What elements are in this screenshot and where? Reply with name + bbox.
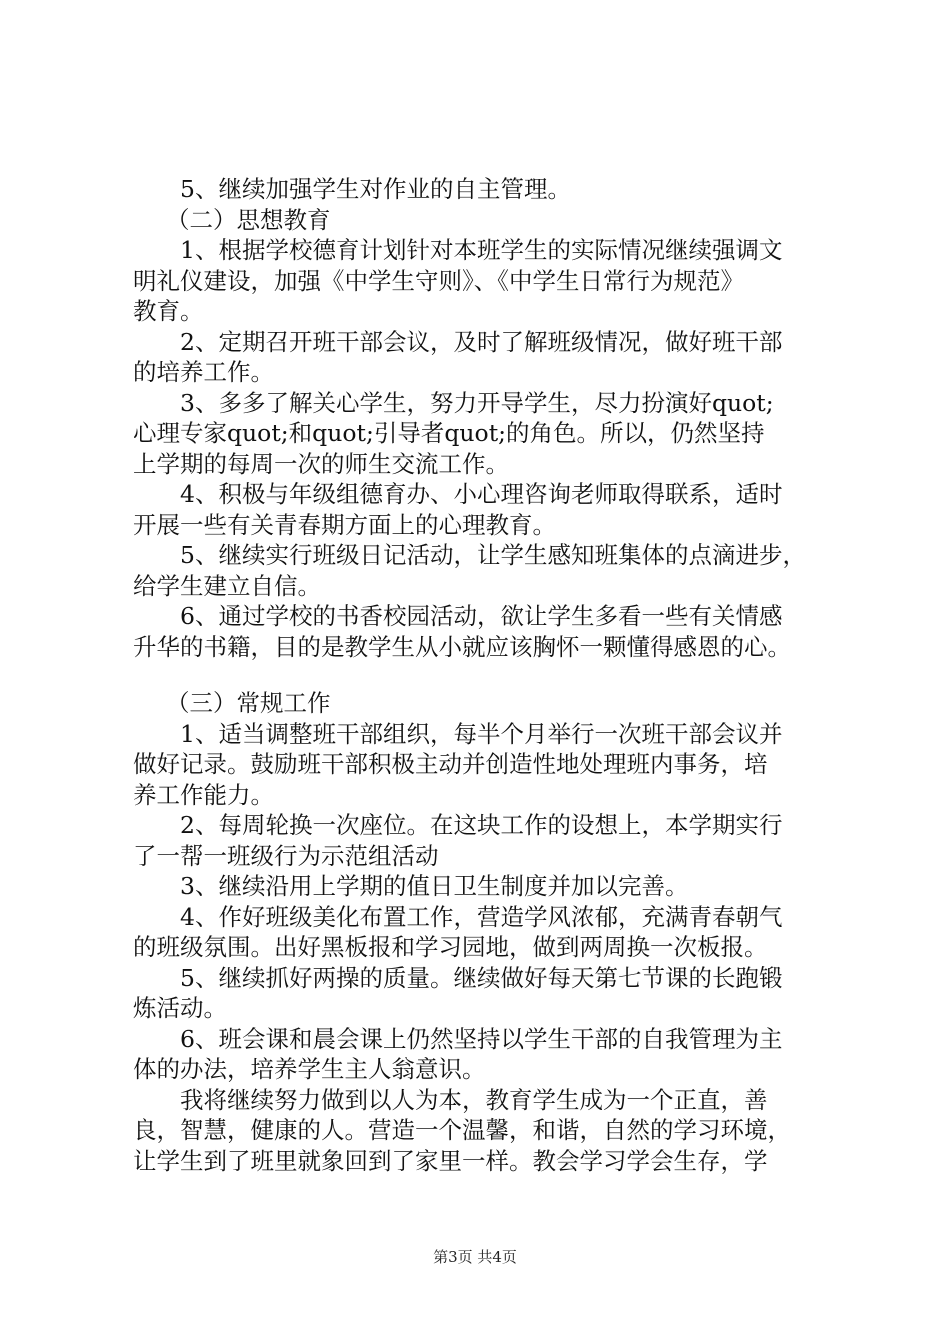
paragraph-line: 的班级氛围。出好黑板报和学习园地，做到两周换一次板报。	[133, 933, 768, 961]
paragraph-line: 心理专家quot;和quot;引导者quot;的角色。所以，仍然坚持	[133, 419, 765, 447]
paragraph-line: 上学期的每周一次的师生交流工作。	[133, 449, 509, 478]
paragraph-line: 的培养工作。	[133, 358, 274, 386]
paragraph-line: 4、积极与年级组德育办、小心理咨询老师取得联系，适时	[180, 480, 783, 508]
paragraph-line: 给学生建立自信。	[133, 571, 321, 600]
paragraph-line: 5、继续加强学生对作业的自主管理。	[180, 175, 571, 203]
document-body	[133, 174, 833, 1176]
paragraph-line: 3、继续沿用上学期的值日卫生制度并加以完善。	[180, 872, 689, 900]
paragraph-line: 开展一些有关青春期方面上的心理教育。	[133, 510, 556, 539]
paragraph-line: 做好记录。鼓励班干部积极主动并创造性地处理班内事务，培	[133, 750, 768, 778]
paragraph-gap	[133, 662, 833, 688]
page-number: 第3页 共4页	[433, 1248, 517, 1266]
paragraph-line: 3、多多了解关心学生，努力开导学生，尽力扮演好quot;	[180, 388, 774, 417]
paragraph-line: 5、继续抓好两操的质量。继续做好每天第七节课的长跑锻	[180, 963, 783, 992]
paragraph-line: 炼活动。	[133, 994, 227, 1022]
paragraph-line: 2、每周轮换一次座位。在这块工作的设想上，本学期实行	[180, 811, 783, 839]
paragraph-line: 2、定期召开班干部会议，及时了解班级情况，做好班干部	[180, 327, 783, 356]
paragraph-line: 1、根据学校德育计划针对本班学生的实际情况继续强调文	[180, 236, 783, 264]
paragraph-line: 5、继续实行班级日记活动，让学生感知班集体的点滴进步，	[180, 541, 806, 569]
paragraph-line: 升华的书籍，目的是教学生从小就应该胸怀一颗懂得感恩的心。	[133, 632, 791, 661]
paragraph-line: 了一帮一班级行为示范组活动	[133, 841, 439, 870]
paragraph-line: 1、适当调整班干部组织，每半个月举行一次班干部会议并	[180, 719, 783, 748]
paragraph-line: 体的办法，培养学生主人翁意识。	[133, 1055, 486, 1083]
paragraph-line: 让学生到了班里就象回到了家里一样。教会学习学会生存，学	[133, 1146, 768, 1175]
paragraph-line: 明礼仪建设，加强《中学生守则》、《中学生日常行为规范》	[133, 266, 744, 295]
section-heading: （二）思想教育	[166, 205, 331, 234]
paragraph-line: 养工作能力。	[133, 780, 274, 809]
paragraph-line: 4、作好班级美化布置工作，营造学风浓郁，充满青春朝气	[180, 902, 783, 931]
paragraph-line: 6、班会课和晨会课上仍然坚持以学生干部的自我管理为主	[180, 1024, 783, 1053]
section-heading: （三）常规工作	[166, 689, 331, 717]
paragraph-line: 教育。	[133, 297, 204, 325]
paragraph-line: 良，智慧，健康的人。营造一个温馨，和谐，自然的学习环境，	[133, 1116, 791, 1144]
paragraph-line: 我将继续努力做到以人为本，教育学生成为一个正直，善	[180, 1085, 768, 1114]
paragraph-line: 6、通过学校的书香校园活动，欲让学生多看一些有关情感	[180, 602, 783, 630]
